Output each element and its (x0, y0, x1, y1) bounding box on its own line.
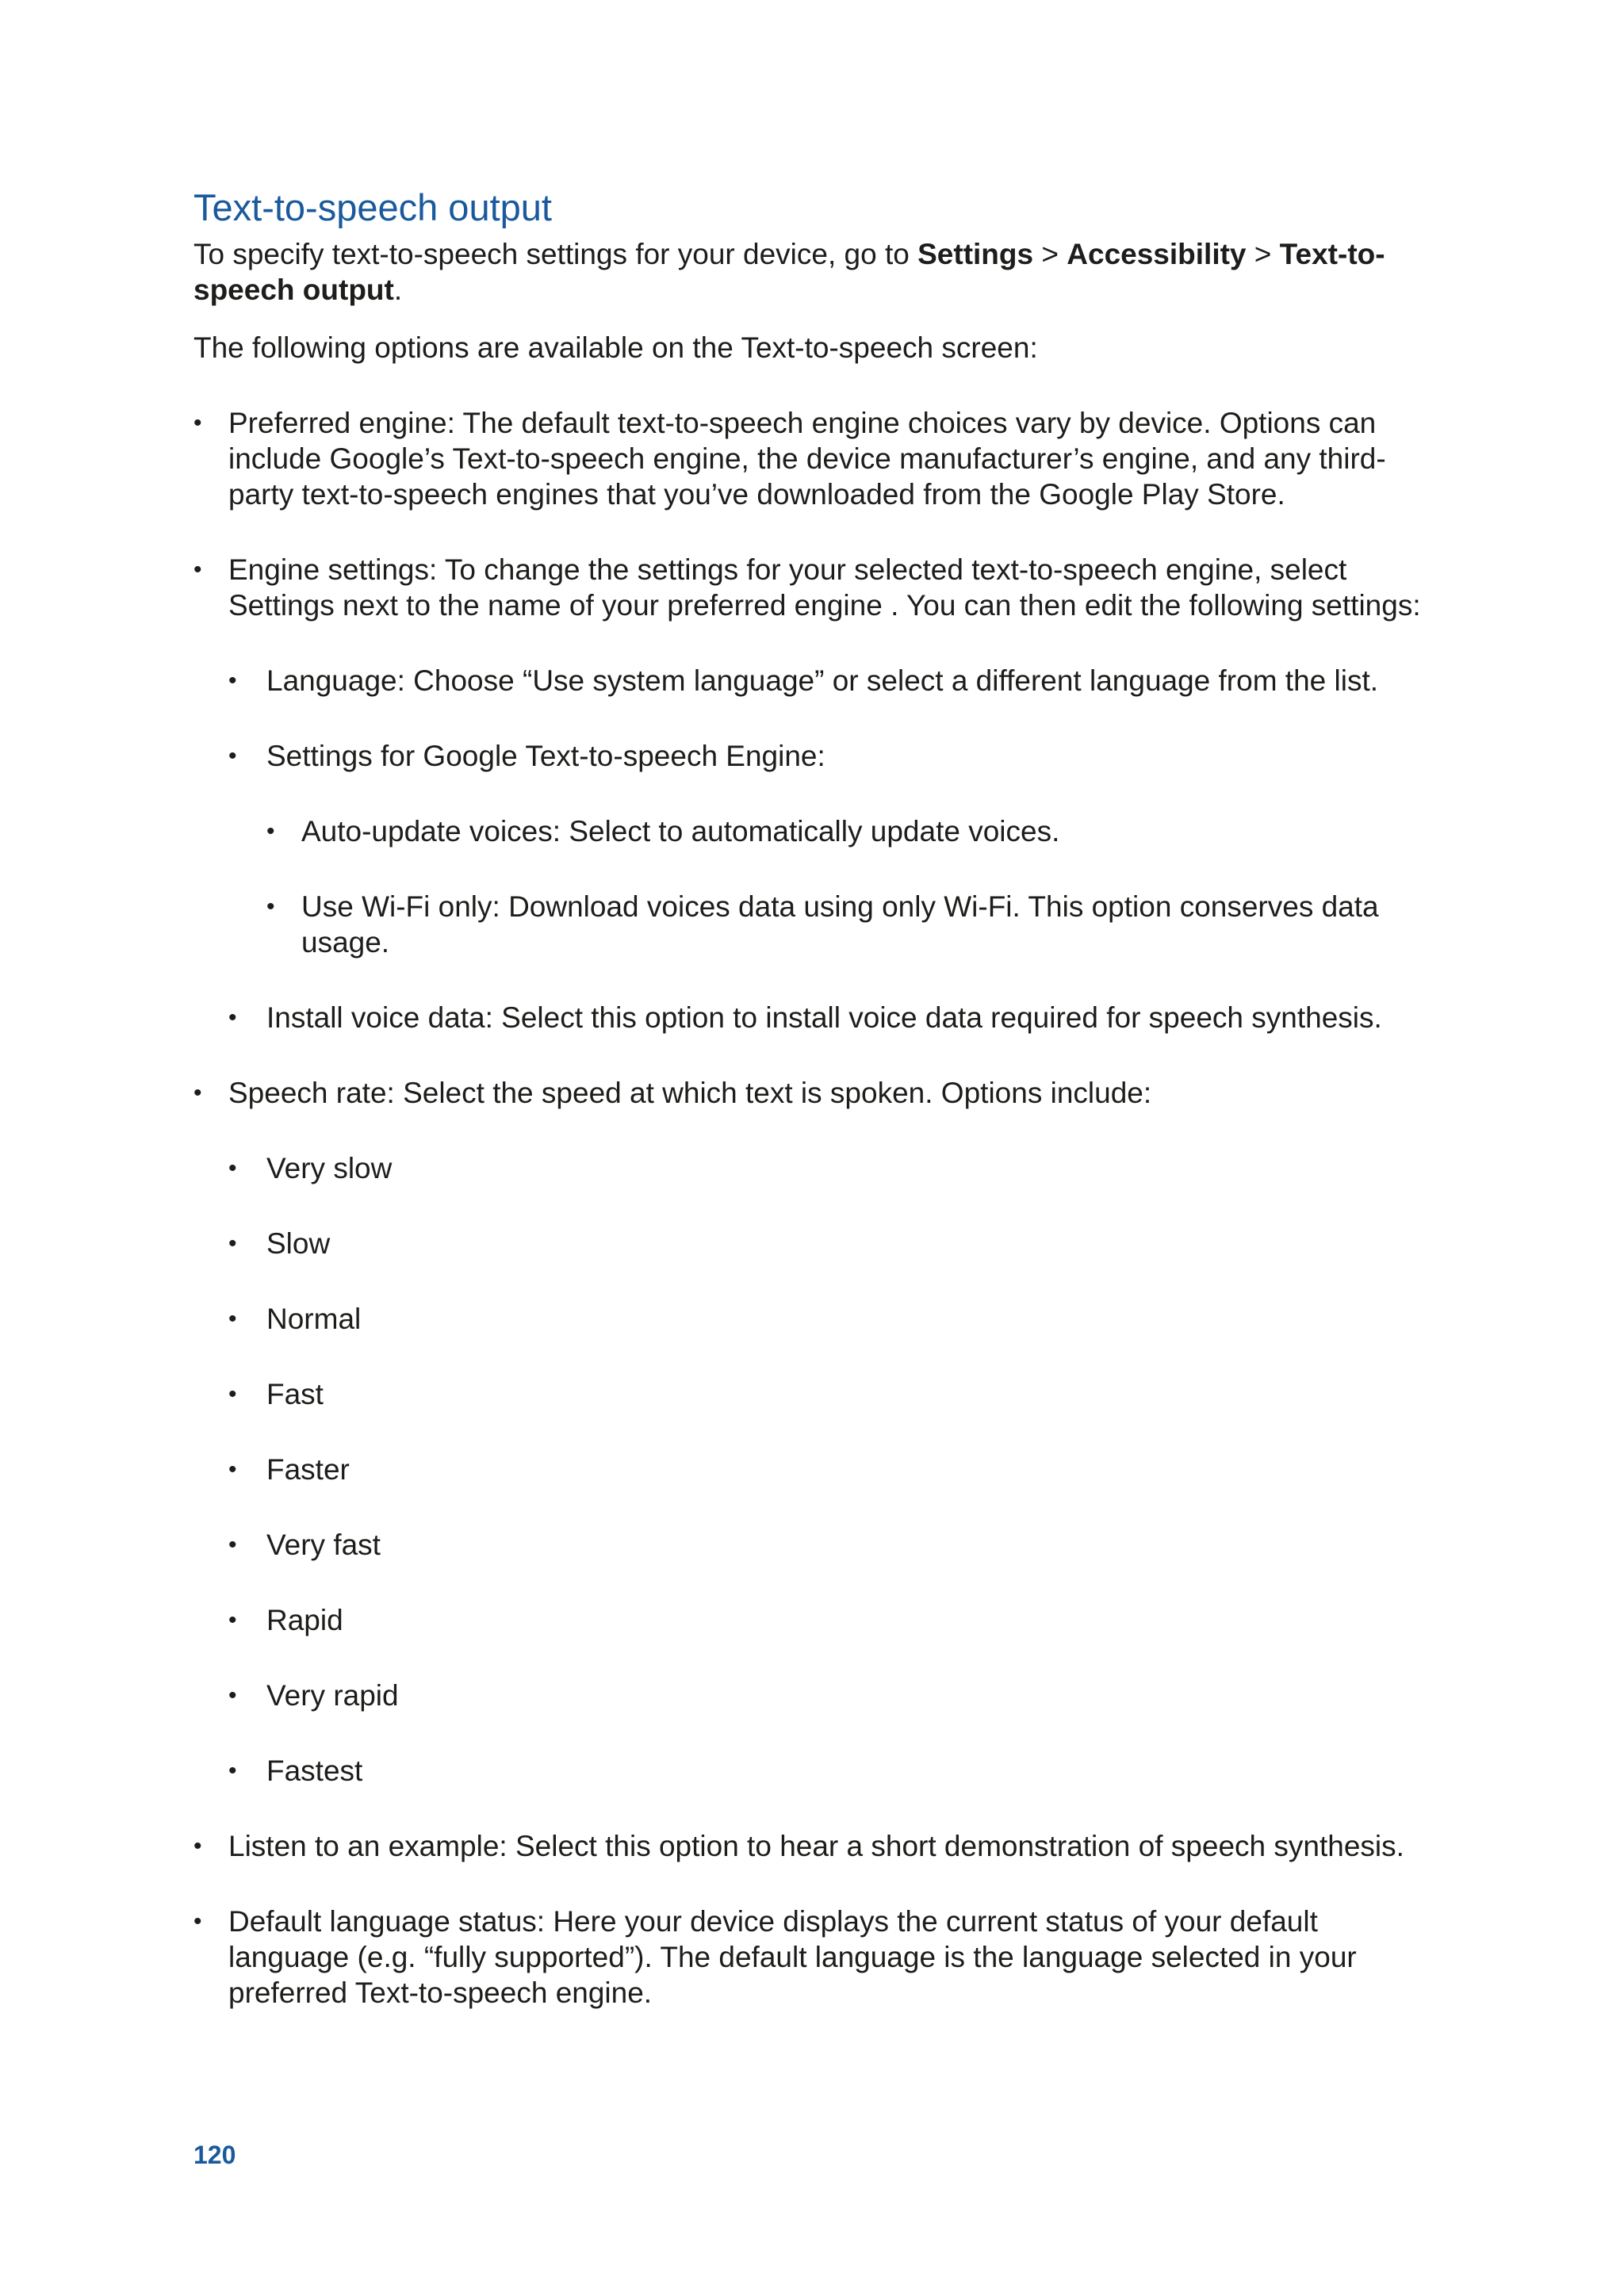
list-item-rate (228, 1602, 1446, 1638)
path-separator: > (1033, 238, 1067, 270)
list-item-text: Use Wi-Fi only: Download voices data using only Wi-Fi. This option conserves data usage. (301, 890, 1379, 959)
list-item-rate (228, 1150, 1446, 1186)
bullet-icon: • (193, 1908, 202, 1934)
google-settings-sublist (266, 813, 1446, 960)
list-item-text: Language: Choose “Use system language” or select a different language from the list. (266, 664, 1379, 697)
path-separator: > (1246, 238, 1280, 270)
section-title: Text-to-speech output (193, 186, 552, 228)
list-item-install-voice (228, 1000, 1446, 1035)
bullet-icon: • (228, 1381, 237, 1407)
bullet-icon: • (228, 1532, 237, 1558)
settings-path-tts-output: Text-to-speech output (193, 238, 1385, 306)
rate-label: Slow (266, 1227, 331, 1260)
options-intro-paragraph: The following options are available on the Text-to-speech screen: (193, 331, 1038, 364)
bullet-icon: • (228, 1004, 237, 1031)
bullet-icon: • (193, 410, 202, 436)
list-item-speech-rate (193, 1075, 1446, 1789)
bullet-icon: • (193, 557, 202, 583)
intro-end: . (393, 274, 403, 306)
engine-settings-sublist (228, 663, 1446, 1035)
settings-path-accessibility: Accessibility (1067, 238, 1247, 270)
list-item-rate (228, 1226, 1446, 1261)
bullet-icon: • (228, 1758, 237, 1784)
bullet-icon: • (228, 743, 237, 769)
rate-label: Fastest (266, 1755, 363, 1787)
list-item-text: Listen to an example: Select this option to hear a short demonstration of speech synthesis. (228, 1830, 1404, 1862)
speech-rate-sublist (228, 1150, 1446, 1789)
rate-label: Faster (266, 1453, 350, 1486)
rate-label: Rapid (266, 1604, 343, 1636)
bullet-icon: • (228, 1607, 237, 1633)
list-item-listen-example (193, 1828, 1446, 1864)
list-item-text: Preferred engine: The default text-to-speech engine choices vary by device. Options can include Google’s Text-to-speech engine, the device manufacturer’s engine, and any third-party text-to-speech engines that you’ve downloaded from the Google Play Store. (228, 407, 1386, 511)
list-item-rate (228, 1376, 1446, 1412)
list-item-rate (228, 1452, 1446, 1487)
rate-label: Very slow (266, 1152, 393, 1184)
list-item-text: Engine settings: To change the settings for your selected text-to-speech engine, select Settings next to the name of your preferred engine . You can then edit the following settings: (228, 553, 1421, 622)
list-item-google-settings (228, 738, 1446, 960)
list-item-auto-update (266, 813, 1446, 849)
list-item-language (228, 663, 1446, 698)
bullet-icon: • (228, 1682, 237, 1709)
list-item-rate (228, 1527, 1446, 1563)
list-item-rate (228, 1301, 1446, 1337)
list-item-wifi-only (266, 889, 1446, 960)
intro-paragraph (193, 236, 1446, 308)
bullet-icon: • (266, 894, 275, 920)
bullet-icon: • (228, 1155, 237, 1181)
list-item-rate (228, 1678, 1446, 1713)
bullet-icon: • (266, 818, 275, 844)
list-item-rate (228, 1753, 1446, 1789)
intro-text: To specify text-to-speech settings for your device, go to (193, 238, 918, 270)
list-item-preferred-engine (193, 405, 1446, 512)
list-item-text: Settings for Google Text-to-speech Engine: (266, 740, 825, 772)
page-number: 120 (193, 2141, 236, 2169)
list-item-text: Default language status: Here your device displays the current status of your default language (e.g. “fully supported”). The default language is the language selected in your preferred Text-to-speech engine. (228, 1905, 1357, 2009)
bullet-icon: • (228, 668, 237, 694)
list-item-text: Install voice data: Select this option to install voice data required for speech synthesis. (266, 1001, 1382, 1034)
rate-label: Normal (266, 1303, 362, 1335)
list-item-text: Speech rate: Select the speed at which text is spoken. Options include: (228, 1077, 1152, 1109)
bullet-icon: • (228, 1230, 237, 1257)
list-item-engine-settings (193, 552, 1446, 1035)
bullet-icon: • (193, 1080, 202, 1106)
bullet-icon: • (228, 1456, 237, 1483)
options-list (193, 405, 1446, 2011)
bullet-icon: • (228, 1306, 237, 1332)
list-item-text: Auto-update voices: Select to automatically update voices. (301, 815, 1060, 848)
bullet-icon: • (193, 1833, 202, 1859)
rate-label: Fast (266, 1378, 324, 1410)
settings-path-settings: Settings (917, 238, 1034, 270)
rate-label: Very rapid (266, 1679, 399, 1712)
list-item-default-language-status (193, 1904, 1446, 2011)
rate-label: Very fast (266, 1529, 381, 1561)
page-content (193, 184, 1446, 2050)
